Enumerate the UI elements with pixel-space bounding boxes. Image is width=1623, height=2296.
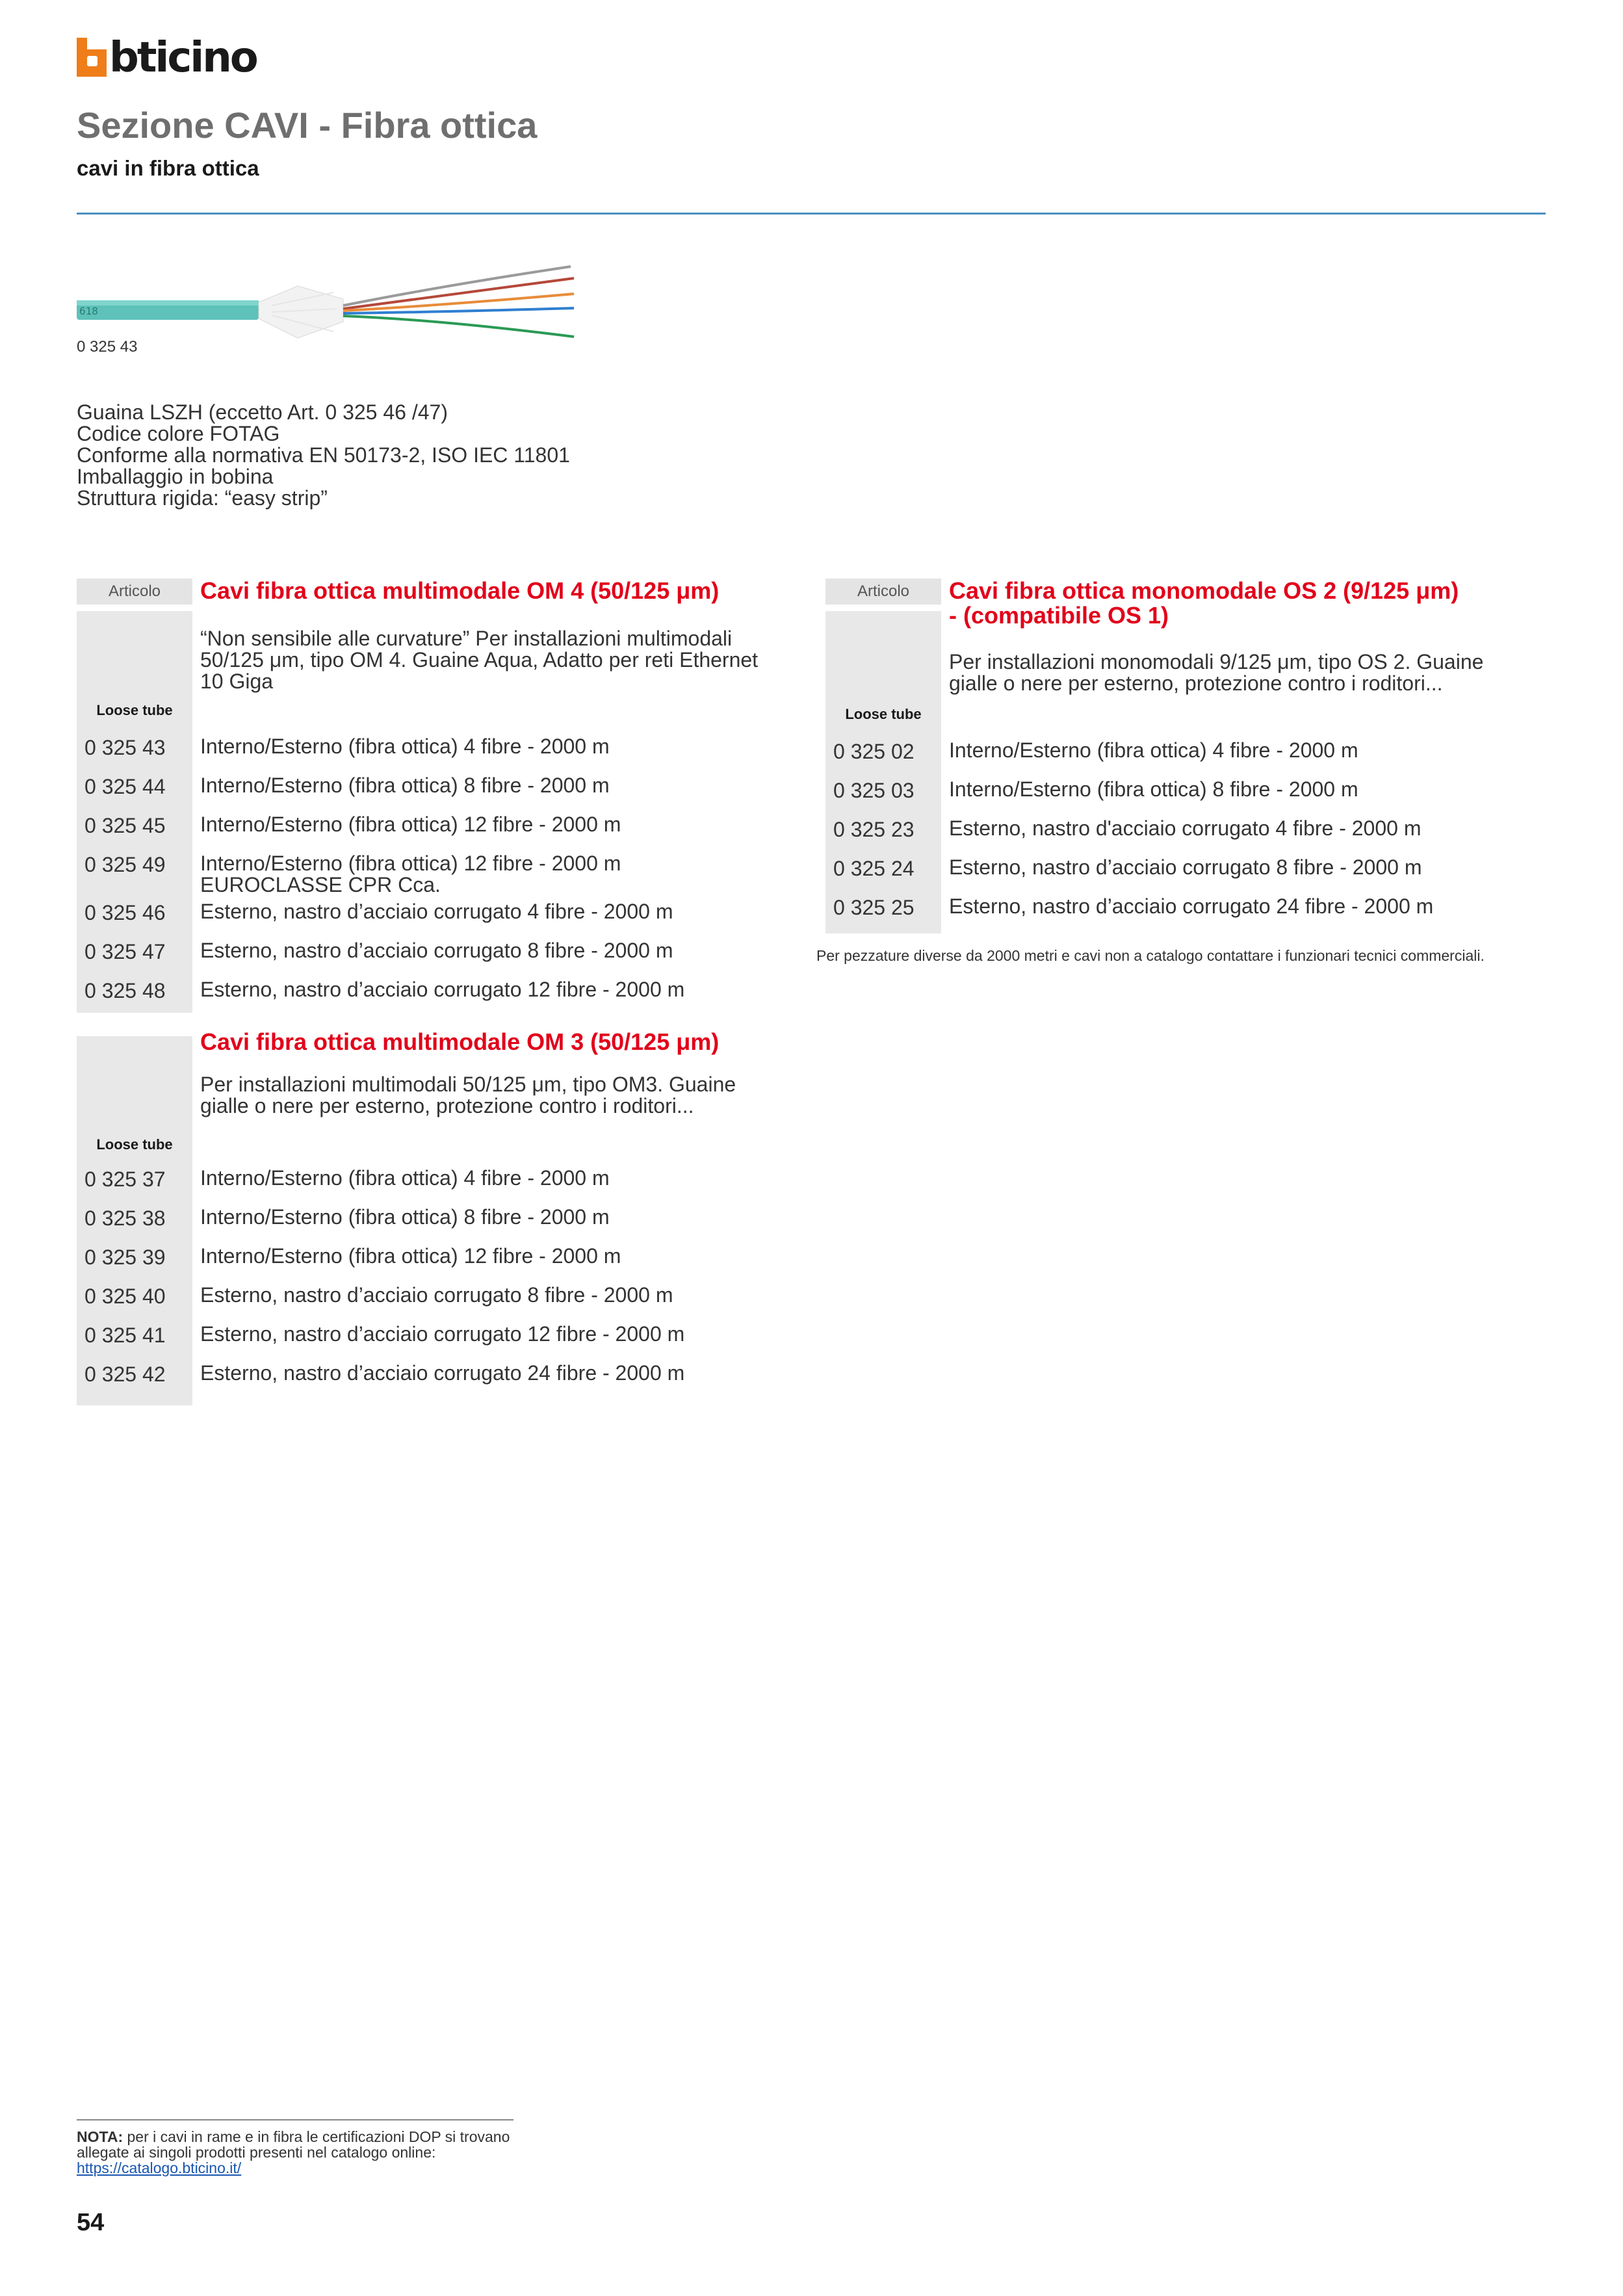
articolo-header: Articolo [825,579,941,605]
article-code: 0 325 43 [84,736,166,759]
group-label: Loose tube [845,706,922,722]
page-number: 54 [77,2209,105,2236]
article-code: 0 325 40 [84,1285,166,1308]
section-description-om3: Per installazioni multimodali 50/125 μm, tipo OM3. Guaine gialle o nere per esterno, protezione contro i roditori... [200,1073,736,1117]
article-description: Interno/Esterno (fibra ottica) 4 fibre - 2000 m [200,735,610,758]
article-description: Esterno, nastro d’acciaio corrugato 8 fibre - 2000 m [200,939,673,962]
article-description: Interno/Esterno (fibra ottica) 12 fibre - 2000 m [200,1244,621,1268]
feature-item: Guaina LSZH (eccetto Art. 0 325 46 /47) [77,400,448,424]
article-description: Esterno, nastro d’acciaio corrugato 8 fibre - 2000 m [200,1283,673,1307]
image-caption: 0 325 43 [77,338,138,356]
page-subtitle: cavi in fibra ottica [77,156,259,180]
article-description: Interno/Esterno (fibra ottica) 4 fibre - 2000 m [200,1166,610,1190]
article-code: 0 325 37 [84,1168,166,1191]
catalog-link[interactable]: https://catalogo.bticino.it/ [77,2159,242,2176]
section-title-os2: Cavi fibra ottica monomodale OS 2 (9/125 μm) [949,577,1459,604]
article-description: Interno/Esterno (fibra ottica) 12 fibre - 2000 m [200,813,621,836]
article-code: 0 325 46 [84,901,166,924]
article-code: 0 325 24 [833,857,915,880]
article-code: 0 325 48 [84,979,166,1002]
features-list [77,402,570,509]
article-description: Interno/Esterno (fibra ottica) 8 fibre - 2000 m [949,777,1358,801]
article-description: Esterno, nastro d’acciaio corrugato 12 fibre - 2000 m [200,1322,685,1346]
articolo-header: Articolo [77,579,192,605]
fiber-cable-image [77,260,584,345]
feature-item: Struttura rigida: “easy strip” [77,486,328,510]
article-description: Esterno, nastro d’acciaio corrugato 12 fibre - 2000 m [200,978,685,1001]
article-description-extra: EUROCLASSE CPR Cca. [200,873,441,896]
article-description: Interno/Esterno (fibra ottica) 12 fibre - 2000 m [200,852,621,875]
article-description: Esterno, nastro d’acciaio corrugato 24 fibre - 2000 m [949,894,1434,918]
group-label: Loose tube [96,702,173,718]
cable-print-text: 618 [79,305,98,317]
logo-text: bticino [109,34,257,82]
logo-mark [77,38,107,77]
section-description-os2: Per installazioni monomodali 9/125 μm, tipo OS 2. Guaine gialle o nere per esterno, protezione contro i roditori... [949,650,1484,695]
group-label: Loose tube [96,1136,173,1153]
nota-label: NOTA: [77,2128,123,2145]
article-code: 0 325 38 [84,1207,166,1230]
nota-text: per i cavi in rame e in fibra le certificazioni DOP si trovano allegate ai singoli prodotti presenti nel catalogo online: [77,2128,510,2161]
article-code: 0 325 44 [84,775,166,798]
article-code: 0 325 25 [833,896,915,919]
article-code: 0 325 03 [833,779,915,802]
right-footnote: Per pezzature diverse da 2000 metri e cavi non a catalogo contattare i funzionari tecnici commerciali. [816,947,1485,964]
article-description: Esterno, nastro d’acciaio corrugato 24 fibre - 2000 m [200,1361,685,1385]
section-title-os2-line2: - (compatibile OS 1) [949,602,1169,629]
section-title-om3: Cavi fibra ottica multimodale OM 3 (50/125 μm) [200,1028,720,1055]
bticino-logo [77,30,257,82]
nota-divider [77,2119,513,2120]
article-description: Interno/Esterno (fibra ottica) 8 fibre - 2000 m [200,1205,610,1229]
article-code: 0 325 39 [84,1246,166,1269]
article-code: 0 325 47 [84,940,166,963]
article-description: Esterno, nastro d’acciaio corrugato 8 fibre - 2000 m [949,855,1422,879]
article-code: 0 325 49 [84,853,166,876]
section-title-om4: Cavi fibra ottica multimodale OM 4 (50/125 μm) [200,577,720,604]
article-description: Esterno, nastro d'acciaio corrugato 4 fibre - 2000 m [949,816,1422,840]
article-code: 0 325 23 [833,818,915,841]
title-divider [77,213,1546,215]
article-code: 0 325 45 [84,814,166,837]
feature-item: Codice colore FOTAG [77,422,280,445]
feature-item: Imballaggio in bobina [77,465,274,488]
section-description-om4: “Non sensibile alle curvature” Per installazioni multimodali 50/125 μm, tipo OM 4. Guaine Aqua, Adatto per reti Ethernet 10 Giga [200,627,759,693]
code-column-bg [825,611,941,933]
article-code: 0 325 41 [84,1324,166,1347]
article-code: 0 325 02 [833,740,915,763]
page-title: Sezione CAVI - Fibra ottica [77,105,538,146]
article-code: 0 325 42 [84,1363,166,1386]
article-description: Esterno, nastro d’acciaio corrugato 4 fibre - 2000 m [200,900,673,923]
nota-block [77,2129,532,2176]
article-description: Interno/Esterno (fibra ottica) 8 fibre - 2000 m [200,774,610,797]
article-description: Interno/Esterno (fibra ottica) 4 fibre - 2000 m [949,738,1358,762]
feature-item: Conforme alla normativa EN 50173-2, ISO IEC 11801 [77,443,570,467]
